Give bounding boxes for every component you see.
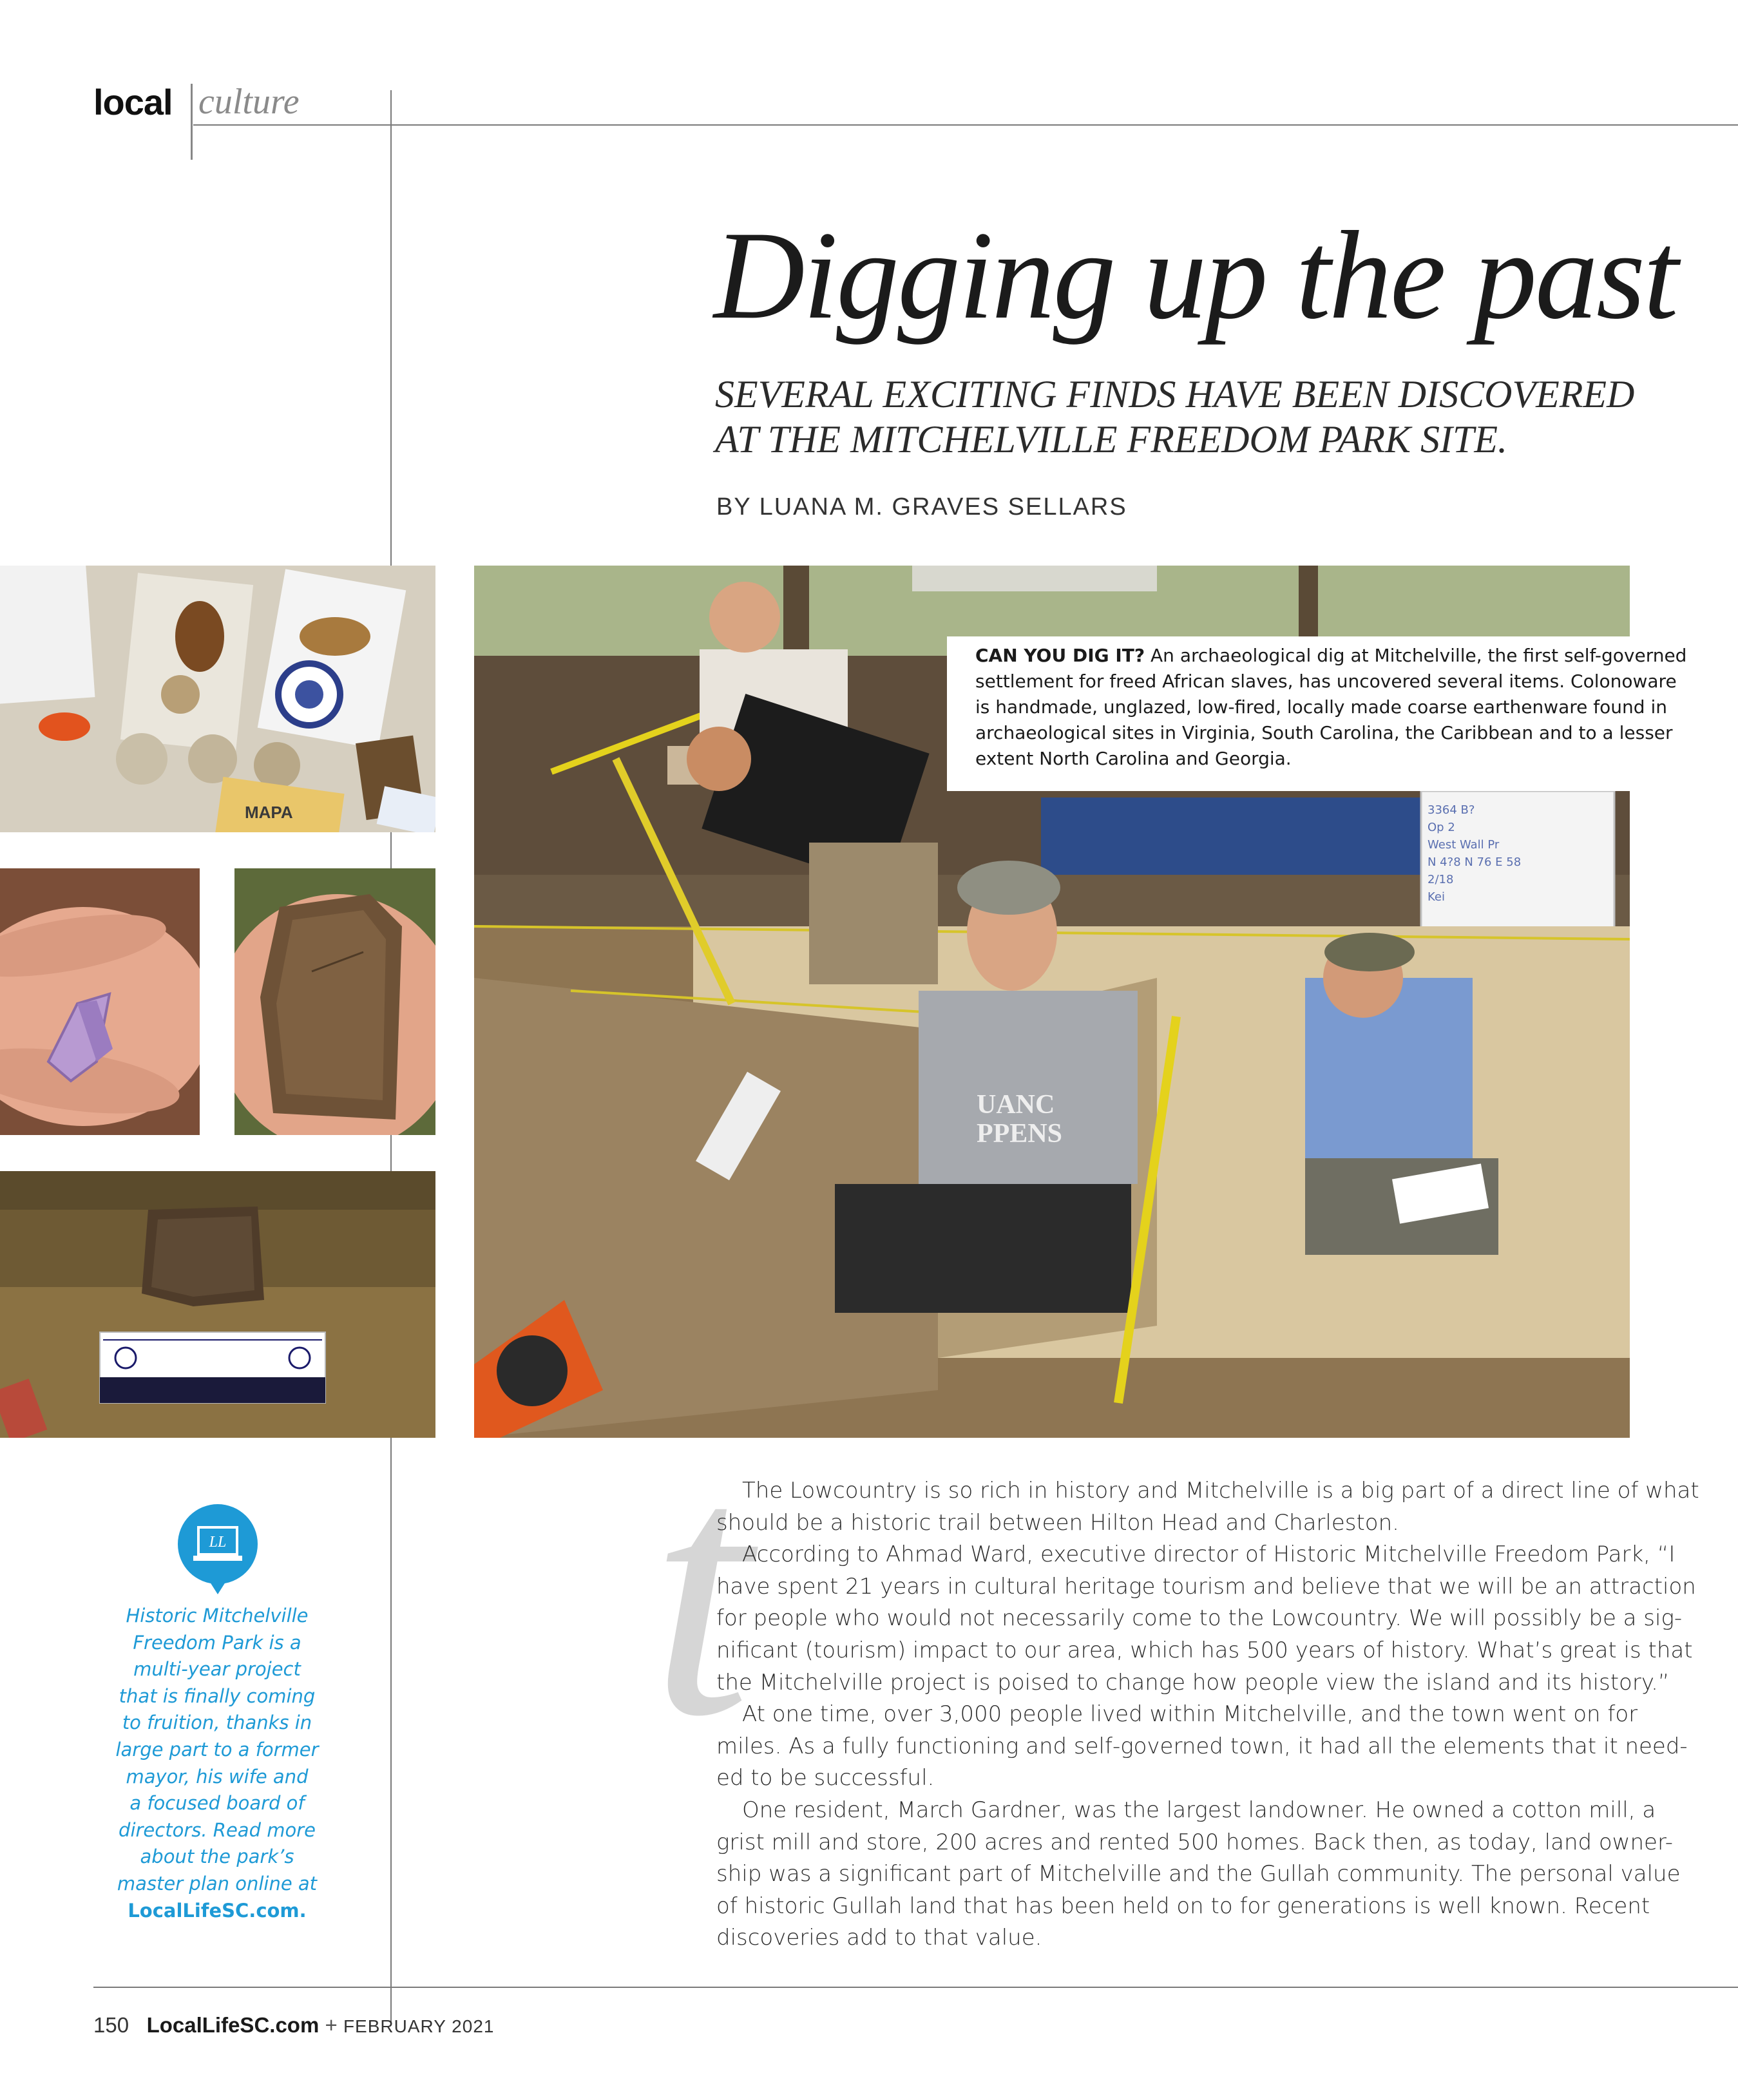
caption-line-3: is handmade, unglazed, low-fired, locally made coarse earthenware found in [975,696,1667,718]
glass-fragment-drawing [0,868,200,1135]
category-label: culture [198,82,300,122]
shirt-text-1: UANC [977,1090,1055,1120]
body-line: At one time, over 3,000 people lived within Mitchelville, and the town went on for [742,1701,1638,1728]
article-title: Digging up the past [714,205,1677,345]
sidebar-line: that is finally coming [119,1685,316,1707]
artifacts-table-drawing [0,566,435,832]
section-label: local [93,82,173,122]
whiteboard-line-5: 2/18 [1428,873,1454,886]
sidebar-note [97,1603,338,1924]
page-footer [93,2013,494,2038]
caption-line-1-text: An archaeological dig at Mitchelville, the first self-governed [1151,645,1687,666]
body-line: One resident, March Gardner, was the largest landowner. He owned a cotton mill, a [742,1797,1656,1823]
sidebar-line: Historic Mitchelville [126,1605,309,1627]
photo-sherd-in-soil [0,1171,435,1438]
body-line: for people who would not necessarily come to the Lowcountry. We will possibly be a sig- [716,1605,1683,1632]
body-line: of historic Gullah land that has been held on to for generations is well known. Recent [716,1893,1650,1919]
body-line: discoveries add to that value. [716,1925,1042,1951]
colonoware-sherd-drawing [234,868,435,1135]
sidebar-line: large part to a former [115,1738,319,1761]
shirt-text-2: PPENS [977,1119,1063,1149]
body-line: the Mitchelville project is poised to change how people view the island and its history.” [716,1669,1670,1695]
article-subtitle-line-1: SEVERAL EXCITING FINDS HAVE BEEN DISCOVERED [715,373,1635,415]
sidebar-line: Freedom Park is a [133,1631,301,1654]
whiteboard-line-4: N 4?8 N 76 E 58 [1428,855,1522,869]
page-number: 150 [93,2013,129,2037]
body-line: ship was a significant part of Mitchelville and the Gullah community. The personal value [716,1861,1681,1887]
sidebar-line: about the park’s [140,1846,294,1868]
bottom-rule [93,1987,1738,1988]
footer-issue-date: FEBRUARY 2021 [343,2016,495,2036]
body-line: should be a historic trail between Hilton Head and Charleston. [716,1509,1399,1536]
sherd-in-soil-drawing [0,1171,435,1438]
section-divider [191,84,193,160]
whiteboard-line-3: West Wall Pr [1428,838,1500,852]
body-line: ed to be successful. [716,1765,935,1791]
laptop-icon-label: LL [209,1534,227,1551]
byline: BY LUANA M. GRAVES SELLARS [716,493,1127,520]
mapa-label: MAPA [245,803,293,822]
body-line: miles. As a fully functioning and self-governed town, it had all the elements that it need- [716,1733,1688,1759]
caption-line-5: extent North Carolina and Georgia. [975,748,1292,769]
whiteboard-line-2: Op 2 [1428,821,1455,834]
sidebar-line: mayor, his wife and [126,1765,309,1788]
drop-cap: t [651,1391,751,1791]
photo-artifacts-table [0,566,435,832]
body-line: According to Ahmad Ward, executive director of Historic Mitchelville Freedom Park, “I [742,1542,1676,1568]
sidebar-line: directors. Read more [119,1818,316,1841]
body-line: The Lowcountry is so rich in history and Mitchelville is a big part of a direct line of what [742,1478,1699,1503]
photo-colonoware-sherd [234,868,435,1135]
caption-lead: CAN YOU DIG IT? [975,645,1145,666]
photo-caption [947,636,1687,791]
laptop-icon [175,1504,260,1594]
caption-line-1 [975,643,1687,669]
photo-glass-fragment [0,868,200,1135]
article-subtitle-line-2: AT THE MITCHELVILLE FREEDOM PARK SITE. [715,418,1508,461]
sidebar-line: a focused board of [129,1792,305,1815]
caption-line-2: settlement for freed African slaves, has uncovered several items. Colonoware [975,671,1677,692]
sidebar-line: to fruition, thanks in [122,1712,312,1734]
sidebar-line: master plan online at [117,1872,318,1895]
sidebar-line: multi-year project [133,1658,301,1681]
footer-site: LocalLifeSC.com [146,2013,320,2037]
footer-separator: + [325,2013,338,2037]
caption-line-4: archaeological sites in Virginia, South Carolina, the Caribbean and to a lesser [975,722,1673,743]
body-line: have spent 21 years in cultural heritage tourism and believe that we will be an attraction [716,1573,1696,1599]
body-line: grist mill and store, 200 acres and rented 500 homes. Back then, as today, land owner- [716,1829,1674,1855]
whiteboard-line-6: Kei [1428,890,1445,904]
whiteboard-line-1: 3364 B? [1428,803,1475,817]
article-body [716,1475,1699,1954]
top-rule [193,124,1738,126]
body-line: nificant (tourism) impact to our area, which has 500 years of history. What’s great is that [716,1637,1693,1663]
sidebar-website-link[interactable]: LocalLifeSC.com. [128,1899,307,1922]
